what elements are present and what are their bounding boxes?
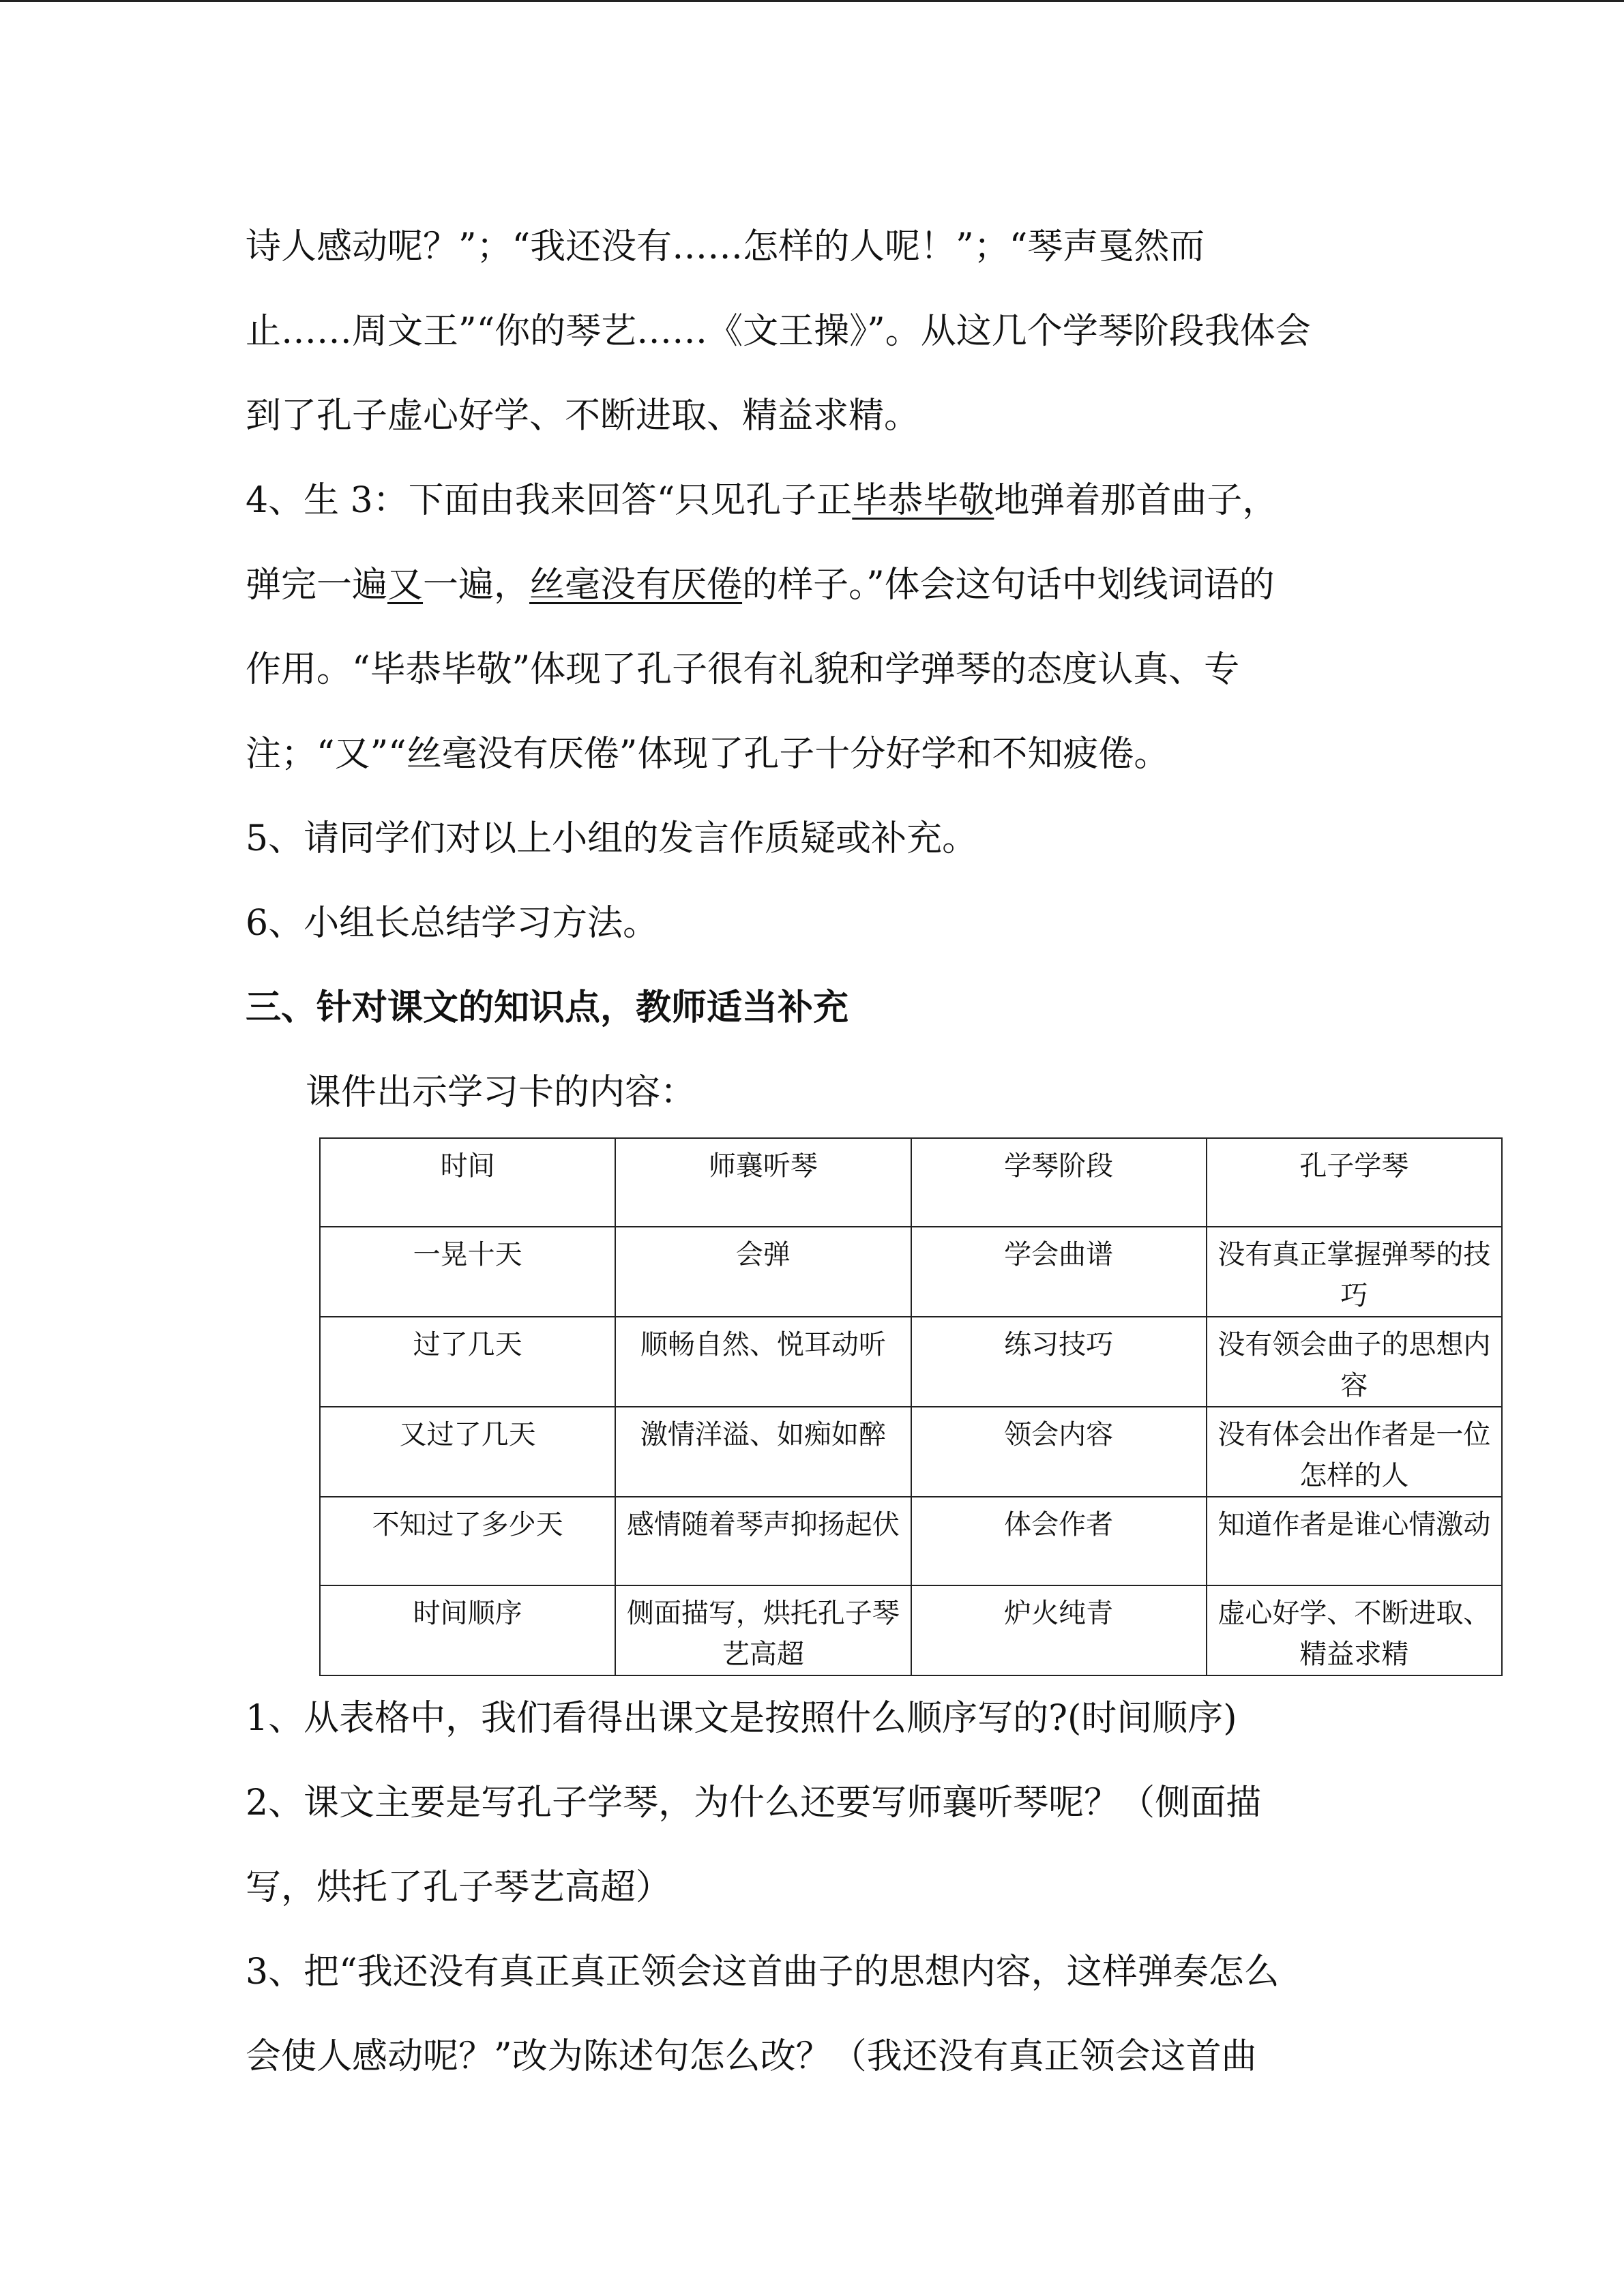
card-intro: 课件出示学习卡的内容：: [306, 1072, 696, 1113]
question-line: 会使人感动呢？”改为陈述句怎么改？（我还没有真正领会这首曲: [246, 2036, 1257, 2077]
item-4-line-2: [246, 543, 1378, 627]
paragraph-line: 到了孔子虚心好学、不断进取、精益求精。: [246, 396, 920, 436]
item-6: 6、小组长总结学习方法。: [246, 903, 659, 944]
underlined-phrase: 又: [387, 565, 424, 606]
item-4-text: 弹完一遍: [246, 565, 388, 606]
table-cell: 没有领会曲子的思想内容: [1207, 1317, 1502, 1407]
table-row: [320, 1407, 1502, 1497]
table-cell: 会弹: [615, 1227, 911, 1317]
table-row: [320, 1497, 1502, 1585]
table-cell: 练习技巧: [911, 1317, 1207, 1407]
table-header-row: [320, 1138, 1502, 1227]
table-header-cell: 孔子学琴: [1207, 1138, 1502, 1227]
table-cell: 不知过了多少天: [320, 1497, 615, 1585]
item-4-text: 4、生 3：下面由我来回答“只见孔子正: [246, 480, 853, 521]
table-cell: 一晃十天: [320, 1227, 615, 1317]
paragraph-line: 止……周文王”“你的琴艺……《文王操》”。从这几个学琴阶段我体会: [246, 311, 1311, 352]
item-4-line-4: 注；“又”“丝毫没有厌倦”体现了孔子十分好学和不知疲倦。: [246, 734, 1170, 775]
item-4-text: 一遍，: [423, 565, 530, 606]
table-cell: 顺畅自然、悦耳动听: [615, 1317, 911, 1407]
question-line: 1、从表格中，我们看得出课文是按照什么顺序写的?(时间顺序): [246, 1698, 1237, 1739]
table-cell: 领会内容: [911, 1407, 1207, 1497]
table-cell: 时间顺序: [320, 1585, 615, 1675]
question-line: 3、把“我还没有真正真正领会这首曲子的思想内容，这样弹奏怎么: [246, 1952, 1280, 1993]
item-4-text: 的样子。”体会这句话中划线词语的: [742, 565, 1275, 606]
table-row: [320, 1227, 1502, 1317]
item-4-line-1: [246, 458, 1378, 543]
table-cell: 又过了几天: [320, 1407, 615, 1497]
document-page: [246, 205, 1491, 2099]
table-cell: 学会曲谱: [911, 1227, 1207, 1317]
paragraph-line: 诗人感动呢？”；“我还没有……怎样的人呢！”；“琴声戛然而: [246, 226, 1205, 267]
top-border-line: [0, 0, 1624, 2]
underlined-phrase: 毕恭毕敬: [852, 480, 994, 521]
section-3-heading: 三、针对课文的知识点，教师适当补充: [246, 987, 849, 1028]
table-cell: 虚心好学、不断进取、精益求精: [1207, 1585, 1502, 1675]
item-4-line-3: 作用。“毕恭毕敬”体现了孔子很有礼貌和学弹琴的态度认真、专: [246, 649, 1240, 690]
table-cell: 知道作者是谁心情激动: [1207, 1497, 1502, 1585]
table-cell: 体会作者: [911, 1497, 1207, 1585]
table-cell: 激情洋溢、如痴如醉: [615, 1407, 911, 1497]
table-cell: 没有真正掌握弹琴的技巧: [1207, 1227, 1502, 1317]
table-cell: 侧面描写，烘托孔子琴艺高超: [615, 1585, 911, 1675]
table-header-cell: 时间: [320, 1138, 615, 1227]
table-header-cell: 学琴阶段: [911, 1138, 1207, 1227]
table-row: [320, 1317, 1502, 1407]
table-cell: 过了几天: [320, 1317, 615, 1407]
question-line: 2、课文主要是写孔子学琴，为什么还要写师襄听琴呢？（侧面描: [246, 1783, 1262, 1823]
table-header-cell: 师襄听琴: [615, 1138, 911, 1227]
table-cell: 感情随着琴声抑扬起伏: [615, 1497, 911, 1585]
question-line: 写，烘托了孔子琴艺高超）: [246, 1867, 672, 1908]
table-row: [320, 1585, 1502, 1675]
item-4-text: 地弹着那首曲子，: [994, 480, 1278, 521]
table-cell: 没有体会出作者是一位怎样的人: [1207, 1407, 1502, 1497]
table-cell: 炉火纯青: [911, 1585, 1207, 1675]
item-5: 5、请同学们对以上小组的发言作质疑或补充。: [246, 818, 978, 859]
study-card-table: [319, 1137, 1503, 1676]
underlined-phrase: 丝毫没有厌倦: [529, 565, 743, 606]
